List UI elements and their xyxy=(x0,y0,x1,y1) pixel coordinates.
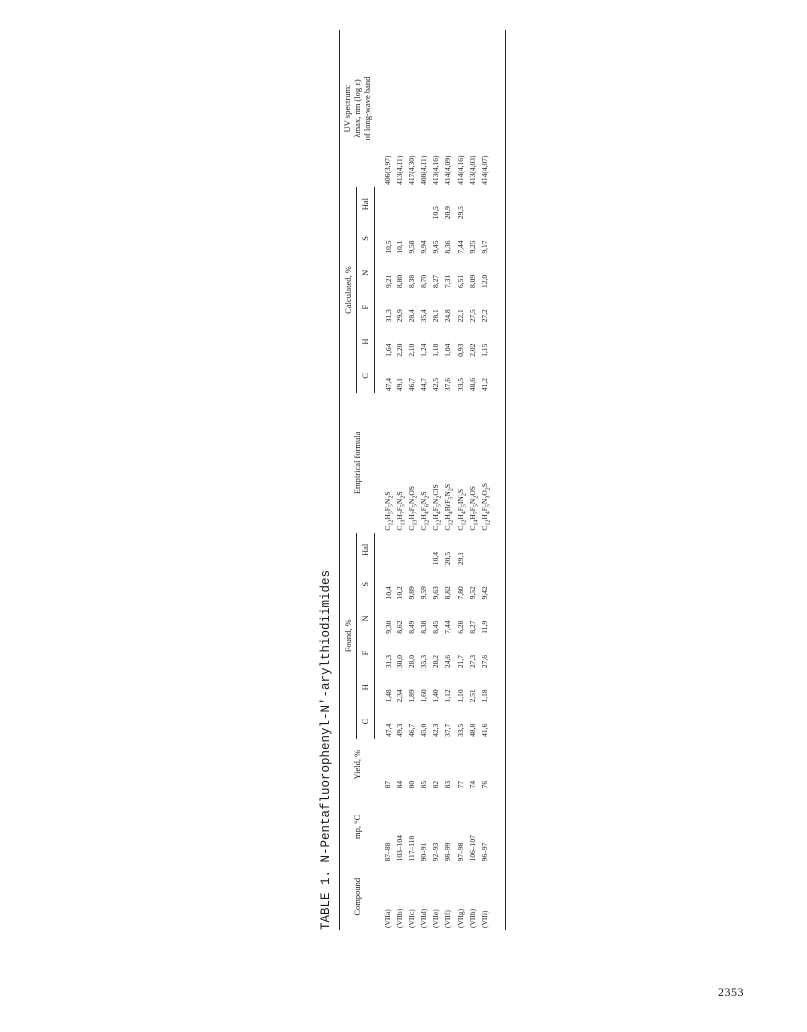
cell-calc-hal xyxy=(481,187,506,221)
header-calculated: Calculated, % xyxy=(340,187,357,393)
cell-found-c: 49,3 xyxy=(395,723,405,737)
cell-calc-h: 2,20 xyxy=(395,343,405,357)
cell-calc-hal xyxy=(374,187,396,221)
cell-calc-c: 47,4 xyxy=(383,377,393,392)
cell-found-n: 6,28 xyxy=(455,620,465,634)
cell-uv: 413(4,11) xyxy=(395,155,405,185)
found-sub-h: H xyxy=(357,670,374,704)
cell-mp: 103–104 xyxy=(395,835,405,862)
cell-found-h: 1,10 xyxy=(455,689,465,703)
table-caption: TABLE 1. N-Pentafluorophenyl-N'-arylthiodiimides xyxy=(319,569,333,930)
cell-calc-f: 27,2 xyxy=(481,290,506,324)
header-uv xyxy=(340,30,375,187)
cell-compound: (VIIg) xyxy=(455,908,465,928)
table-body xyxy=(374,30,505,930)
header-uv-line2: λmax, nm (log ε) xyxy=(352,79,362,138)
cell-found-s: 9,52 xyxy=(467,586,477,600)
cell-calc-n: 12,0 xyxy=(481,256,506,290)
cell-calc-s: 7,44 xyxy=(455,240,465,254)
cell-uv: 417(4,30) xyxy=(407,155,417,185)
cell-found-s: 10,4 xyxy=(383,586,393,600)
cell-found-f: 27,3 xyxy=(467,655,477,669)
cell-formula: $C_{12}H_4BrF_5N_2S$ xyxy=(443,483,455,531)
cell-found-n: 11,9 xyxy=(481,601,506,635)
cell-calc-s: 9,45 xyxy=(431,240,441,254)
cell-calc-s: 10,1 xyxy=(395,240,405,254)
cell-found-f: 35,3 xyxy=(419,655,429,669)
cell-found-h: 1,60 xyxy=(419,689,429,703)
header-uv-line1: UV spectrum: xyxy=(342,84,352,133)
cell-mp: 97–98 xyxy=(455,842,465,862)
cell-yield: 74 xyxy=(467,780,477,789)
cell-found-c: 47,4 xyxy=(383,723,393,737)
cell-formula: $C_{12}H_4F_6N_2S$ xyxy=(419,491,431,531)
cell-formula: $C_{12}H_5F_5N_2S$ xyxy=(383,491,395,531)
cell-calc-hal xyxy=(396,187,408,221)
cell-found-n: 7,44 xyxy=(443,620,453,634)
cell-found-h: 1,12 xyxy=(443,689,453,703)
header-mp: mp, °C xyxy=(340,790,375,863)
cell-found-f: 30,0 xyxy=(395,655,405,669)
cell-calc-c: 48,6 xyxy=(467,377,477,392)
cell-found-s: 10,2 xyxy=(395,586,405,600)
cell-found-f: 28,0 xyxy=(407,655,417,669)
cell-mp: 106–107 xyxy=(467,835,477,862)
header-formula: Empirical formula xyxy=(340,393,375,533)
cell-found-hal xyxy=(408,533,420,567)
cell-found-f: 21,7 xyxy=(455,655,465,669)
cell-found-h: 2,51 xyxy=(467,689,477,703)
cell-yield: 84 xyxy=(395,780,405,789)
cell-calc-f: 24,8 xyxy=(443,309,453,323)
cell-found-c: 46,7 xyxy=(407,723,417,737)
cell-found-h: 1,48 xyxy=(383,689,393,703)
cell-calc-c: 46,7 xyxy=(407,377,417,392)
cell-found-f: 31,3 xyxy=(383,655,393,669)
calc-sub-c: C xyxy=(357,359,374,393)
cell-uv: 414(4,09) xyxy=(443,155,453,185)
cell-calc-f: 35,4 xyxy=(419,309,429,323)
found-sub-hal: Hal xyxy=(357,533,374,567)
cell-calc-n: 9,21 xyxy=(383,274,393,288)
cell-found-f: 24,6 xyxy=(443,655,453,669)
cell-calc-n: 6,51 xyxy=(455,274,465,288)
cell-uv: 413(4,03) xyxy=(467,155,477,185)
cell-calc-hal: 20,9 xyxy=(443,206,453,220)
cell-calc-f: 28,4 xyxy=(407,309,417,323)
cell-calc-c: 44,7 xyxy=(419,377,429,392)
cell-compound: (VIId) xyxy=(419,908,429,928)
cell-found-f: 28,2 xyxy=(431,655,441,669)
cell-calc-n: 8,38 xyxy=(407,274,417,288)
cell-calc-s: 9,94 xyxy=(419,240,429,254)
cell-mp: 92–93 xyxy=(431,842,441,862)
cell-found-c: 42,3 xyxy=(431,723,441,737)
calc-sub-s: S xyxy=(357,221,374,255)
header-row-top xyxy=(340,30,357,930)
cell-calc-f: 22,1 xyxy=(455,309,465,323)
cell-calc-hal xyxy=(469,187,481,221)
cell-calc-n: 8,70 xyxy=(419,274,429,288)
cell-found-c: 33,5 xyxy=(455,723,465,737)
cell-calc-c: 42,5 xyxy=(431,377,441,392)
cell-yield: 80 xyxy=(407,780,417,789)
cell-calc-c: 41,2 xyxy=(481,359,506,393)
cell-found-s: 9,59 xyxy=(419,586,429,600)
cell-compound: (VIIc) xyxy=(407,909,417,928)
cell-compound: (VIIf) xyxy=(443,910,453,928)
cell-calc-h: 1,04 xyxy=(443,343,453,357)
cell-calc-n: 7,31 xyxy=(443,274,453,288)
cell-found-h: 1,18 xyxy=(481,670,506,704)
cell-found-c: 37,7 xyxy=(443,723,453,737)
cell-calc-hal: 29,5 xyxy=(455,206,465,220)
cell-calc-c: 33,5 xyxy=(455,377,465,392)
cell-calc-h: 1,18 xyxy=(431,343,441,357)
table-row xyxy=(481,30,506,930)
cell-found-hal xyxy=(469,533,481,567)
cell-found-h: 2,34 xyxy=(395,689,405,703)
cell-mp: 98–99 xyxy=(443,842,453,862)
table-row xyxy=(457,30,469,930)
cell-calc-f: 29,9 xyxy=(395,309,405,323)
cell-calc-h: 2,10 xyxy=(407,343,417,357)
page-number: 2353 xyxy=(718,985,744,999)
cell-uv: 413(4,16) xyxy=(431,155,441,185)
cell-calc-f: 28,1 xyxy=(431,309,441,323)
cell-found-n: 8,38 xyxy=(419,620,429,634)
cell-yield: 85 xyxy=(419,780,429,789)
cell-formula: $C_{14}H_7F_5N_2OS$ xyxy=(467,486,480,531)
cell-found-h: 1,40 xyxy=(431,689,441,703)
cell-found-s: 9,63 xyxy=(431,586,441,600)
cell-uv: 406(3,97) xyxy=(383,155,392,185)
cell-uv: 414(4,16) xyxy=(455,155,465,185)
table-row xyxy=(444,30,456,930)
cell-found-hal xyxy=(481,533,506,567)
cell-found-n: 8,27 xyxy=(467,620,477,634)
cell-found-s: 9,89 xyxy=(407,586,417,600)
cell-calc-s: 9,58 xyxy=(407,240,417,254)
cell-found-hal xyxy=(396,533,408,567)
cell-found-c: 41,6 xyxy=(481,705,506,739)
cell-calc-n: 8,27 xyxy=(431,274,441,288)
cell-formula: $C_{12}H_4F_5N_2ClS$ xyxy=(431,484,443,531)
found-sub-f: F xyxy=(357,636,374,670)
found-sub-n: N xyxy=(357,601,374,635)
rotated-table-block xyxy=(315,30,510,930)
data-table xyxy=(339,30,506,930)
header-found: Found, % xyxy=(340,533,357,739)
cell-yield: 87 xyxy=(383,780,392,789)
table-row xyxy=(469,30,481,930)
cell-found-h: 1,89 xyxy=(407,689,417,703)
cell-calc-hal: 10,5 xyxy=(431,206,441,220)
cell-calc-h: 1,24 xyxy=(419,343,429,357)
cell-calc-hal xyxy=(408,187,420,221)
cell-calc-n: 8,09 xyxy=(467,274,477,288)
cell-calc-h: 0,93 xyxy=(455,343,465,357)
cell-formula: $C_{12}H_4F_5N_3O_2S$ xyxy=(481,393,506,533)
cell-found-c: 48,8 xyxy=(467,723,477,737)
header-uv-line3: of long-wave band xyxy=(362,76,372,141)
cell-found-n: 8,45 xyxy=(431,620,441,634)
cell-calc-h: 1,15 xyxy=(481,324,506,358)
cell-compound: (VIIi) xyxy=(481,863,506,930)
cell-calc-s: 10,5 xyxy=(383,240,393,254)
cell-formula: $C_{12}H_4F_5IN_2S$ xyxy=(455,488,468,531)
cell-mp: 117–118 xyxy=(407,835,417,862)
cell-formula: $C_{13}H_7F_5N_2OS$ xyxy=(407,486,419,531)
found-sub-s: S xyxy=(357,567,374,601)
calc-sub-n: N xyxy=(357,256,374,290)
cell-yield: 77 xyxy=(455,780,465,789)
cell-found-s: 9,42 xyxy=(481,567,506,601)
cell-mp: 96–97 xyxy=(481,790,506,863)
cell-found-s: 8,82 xyxy=(443,586,453,600)
table-row xyxy=(374,30,396,930)
calc-sub-hal: Hal xyxy=(357,187,374,221)
cell-found-hal: 10,4 xyxy=(431,551,441,566)
cell-compound: (VIIa) xyxy=(383,909,392,928)
cell-calc-h: 1,64 xyxy=(383,343,393,357)
cell-found-n: 9,30 xyxy=(383,620,393,634)
cell-uv: 414(4,07) xyxy=(481,30,506,187)
cell-calc-f: 27,5 xyxy=(467,309,477,323)
cell-found-n: 8,49 xyxy=(407,620,417,634)
cell-found-c: 45,0 xyxy=(419,723,429,737)
cell-calc-c: 49,1 xyxy=(395,377,405,392)
header-yield: Yield, % xyxy=(340,739,375,791)
cell-calc-s: 8,36 xyxy=(443,240,453,254)
calc-sub-h: H xyxy=(357,324,374,358)
header-compound: Compound xyxy=(340,863,375,930)
cell-yield: 76 xyxy=(481,739,506,791)
cell-found-hal xyxy=(374,533,396,567)
cell-compound: (VIIb) xyxy=(395,908,405,928)
cell-formula: $C_{13}H_7F_5N_2S$ xyxy=(395,491,407,531)
cell-found-n: 8,62 xyxy=(395,620,405,634)
cell-mp: 90–91 xyxy=(419,842,429,862)
cell-mp: 87–88 xyxy=(383,842,392,862)
cell-found-s: 7,80 xyxy=(455,586,465,600)
cell-yield: 82 xyxy=(431,780,441,789)
cell-compound: (VIIe) xyxy=(431,909,441,928)
cell-calc-c: 37,6 xyxy=(443,377,453,392)
cell-yield: 83 xyxy=(443,780,453,789)
found-sub-c: C xyxy=(357,705,374,739)
cell-found-hal: 20,5 xyxy=(443,551,453,566)
cell-calc-n: 8,80 xyxy=(395,274,405,288)
cell-uv: 408(4,11) xyxy=(419,155,429,185)
cell-calc-s: 9,25 xyxy=(467,240,477,254)
cell-calc-f: 31,3 xyxy=(383,309,393,323)
cell-compound: (VIIh) xyxy=(467,908,477,928)
cell-found-hal: 29,1 xyxy=(455,551,465,566)
cell-calc-s: 9,17 xyxy=(481,221,506,255)
cell-found-f: 27,6 xyxy=(481,636,506,670)
cell-calc-h: 2,02 xyxy=(467,343,477,357)
calc-sub-f: F xyxy=(357,290,374,324)
